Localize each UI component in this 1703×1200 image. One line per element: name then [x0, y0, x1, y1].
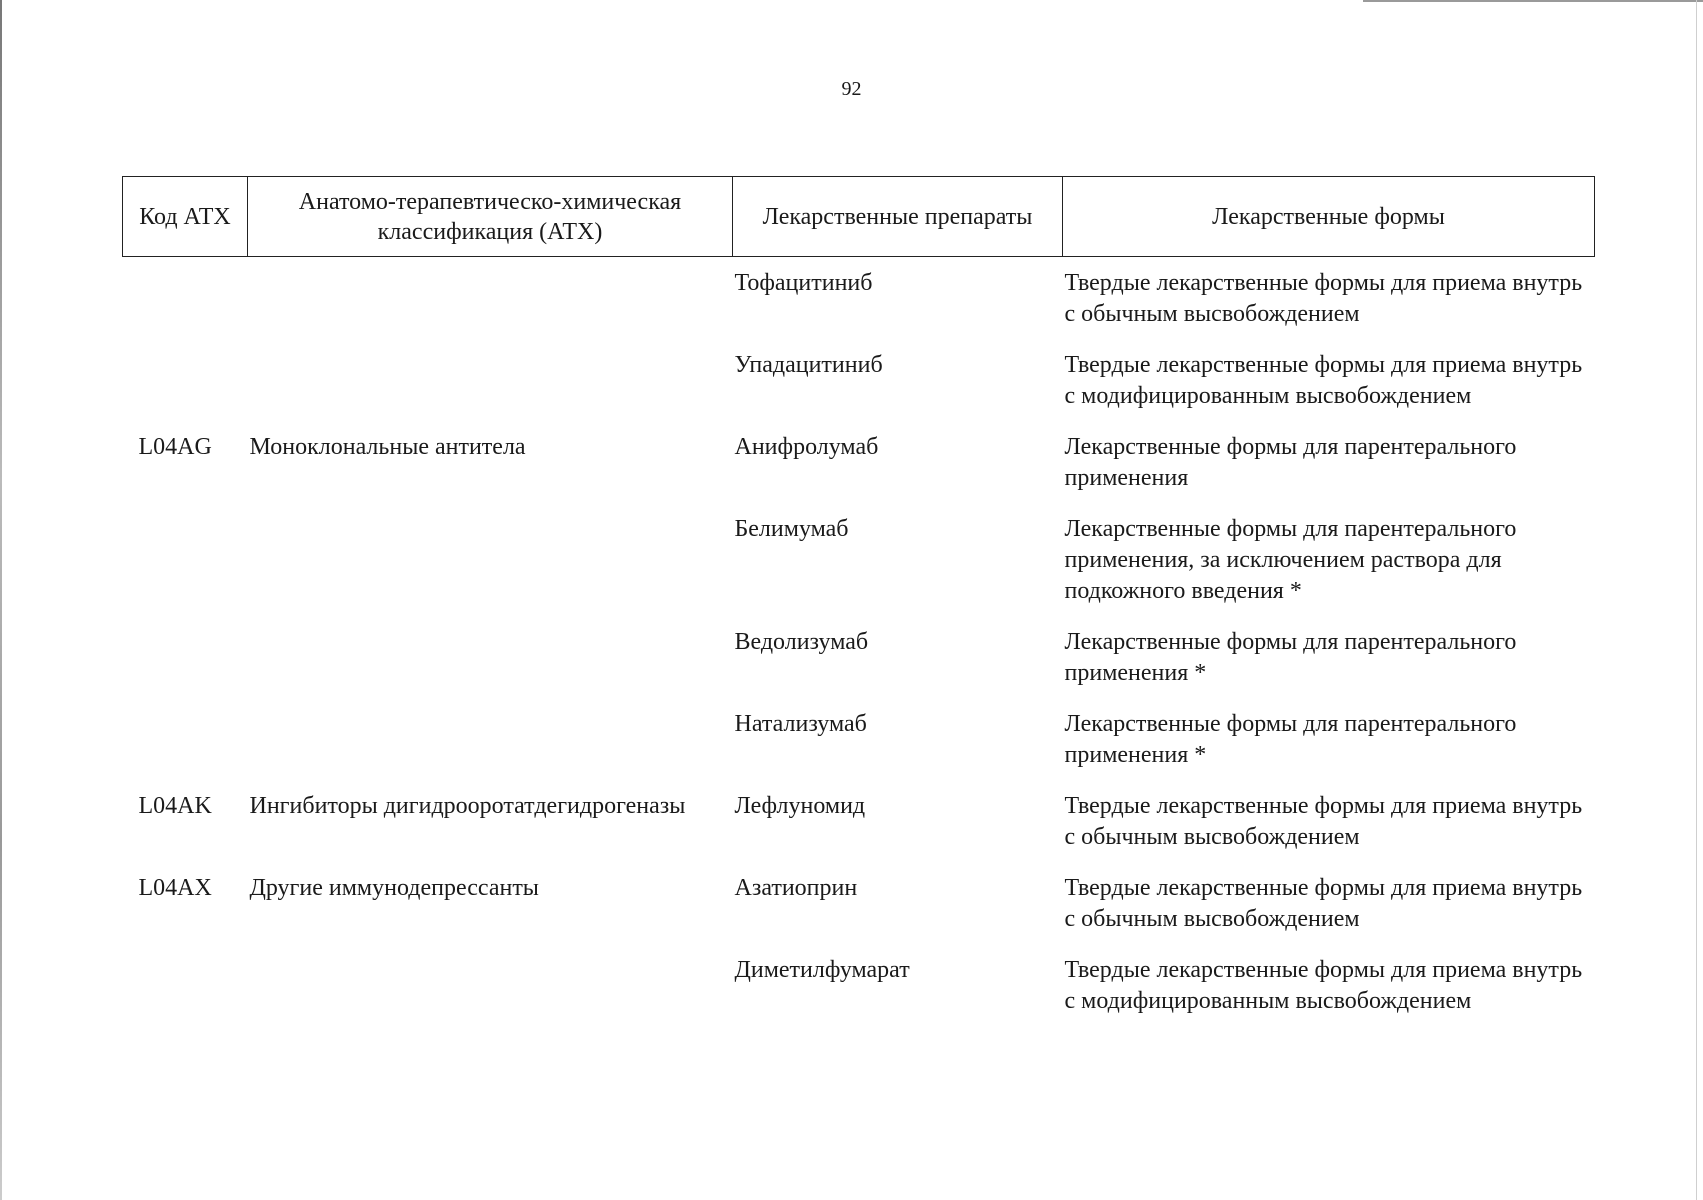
table-header: [123, 177, 1595, 257]
cell-drug: Натализумаб: [734, 711, 867, 737]
cell-drug: Диметилфумарат: [734, 957, 910, 983]
cell-code: [123, 709, 248, 791]
cell-code: [123, 350, 248, 432]
cell-classification: Моноклональные антитела: [249, 434, 526, 460]
cell-classification: Ингибиторы дигидрооротатдегидрогеназы: [249, 793, 686, 819]
page-number: 92: [841, 78, 862, 100]
cell-code: [123, 627, 248, 709]
cell-form: Лекарственные формы для парентерального применения *: [1064, 629, 1517, 686]
cell-code: [123, 955, 248, 1037]
cell-classification: [248, 514, 733, 627]
cell-classification: [248, 627, 733, 709]
cell-code: [123, 257, 248, 351]
cell-drug: Белимумаб: [734, 516, 849, 542]
cell-drug: Ведолизумаб: [734, 629, 869, 655]
cell-form: Лекарственные формы для парентерального применения *: [1064, 711, 1517, 768]
cell-code: L04AG: [138, 434, 212, 460]
cell-drug: Тофацитиниб: [734, 270, 873, 296]
table-row: [123, 350, 1595, 432]
header-classification: Анатомо-терапевтическо-химическая классификация (АТХ): [248, 177, 733, 257]
cell-form: Твердые лекарственные формы для приема внутрь с обычным высвобождением: [1064, 875, 1583, 932]
cell-classification: [248, 350, 733, 432]
scan-edge-top: [1363, 0, 1703, 2]
cell-form: Твердые лекарственные формы для приема внутрь с модифицированным высвобождением: [1064, 957, 1583, 1014]
table-body: [123, 257, 1595, 1038]
table-row: [123, 955, 1595, 1037]
table-row: [123, 257, 1595, 351]
cell-drug: Азатиоприн: [734, 875, 858, 901]
atx-drug-table: [122, 176, 1595, 1037]
table-row: [123, 873, 1595, 955]
table-row: [123, 791, 1595, 873]
scan-edge-right: [1696, 0, 1697, 1200]
cell-code: L04AX: [138, 875, 212, 901]
cell-classification: [248, 257, 733, 351]
scan-edge-left: [0, 0, 2, 1200]
table-row: [123, 432, 1595, 514]
cell-code: [123, 514, 248, 627]
header-row: [123, 177, 1595, 257]
cell-drug: Упадацитиниб: [734, 352, 883, 378]
table-row: [123, 514, 1595, 627]
header-code: Код АТХ: [123, 177, 248, 257]
cell-classification: Другие иммунодепрессанты: [249, 875, 539, 901]
header-forms: Лекарственные формы: [1063, 177, 1595, 257]
cell-form: Лекарственные формы для парентерального применения, за исключением раствора для подкожного введения *: [1064, 516, 1517, 604]
cell-drug: Анифролумаб: [734, 434, 879, 460]
cell-form: Твердые лекарственные формы для приема внутрь с модифицированным высвобождением: [1064, 352, 1583, 409]
cell-form: Лекарственные формы для парентерального применения: [1064, 434, 1517, 491]
cell-form: Твердые лекарственные формы для приема внутрь с обычным высвобождением: [1064, 793, 1583, 850]
cell-drug: Лефлуномид: [734, 793, 866, 819]
table-row: [123, 627, 1595, 709]
cell-code: L04AK: [138, 793, 212, 819]
table-row: [123, 709, 1595, 791]
cell-classification: [248, 955, 733, 1037]
cell-form: Твердые лекарственные формы для приема внутрь с обычным высвобождением: [1064, 270, 1583, 327]
header-drugs: Лекарственные препараты: [733, 177, 1063, 257]
cell-classification: [248, 709, 733, 791]
